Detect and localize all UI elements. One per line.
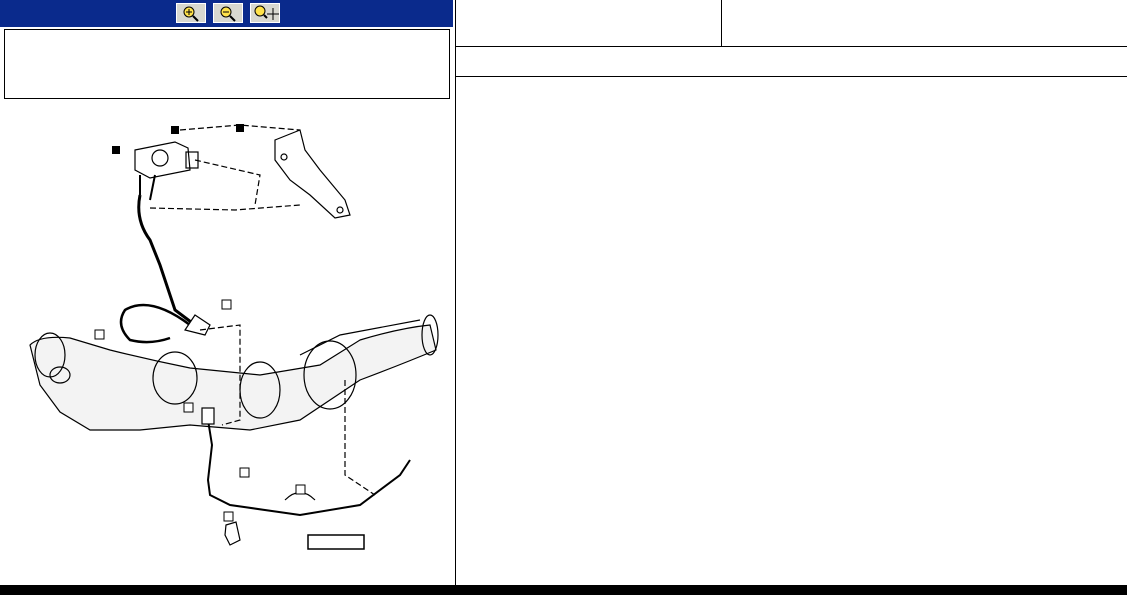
part-thumbnails	[4, 29, 450, 99]
parts-list-panel	[455, 0, 1127, 585]
zoom-move-button[interactable]	[250, 3, 280, 23]
zoom-in-icon	[177, 4, 205, 22]
zoom-out-icon	[214, 4, 242, 22]
diagram-panel	[0, 0, 453, 595]
zoom-move-icon	[251, 4, 279, 22]
zoom-in-button[interactable]	[176, 3, 206, 23]
status-bar	[0, 585, 1127, 595]
exploded-diagram[interactable]	[0, 100, 453, 585]
zoom-out-button[interactable]	[213, 3, 243, 23]
zoom-toolbar	[0, 0, 453, 27]
